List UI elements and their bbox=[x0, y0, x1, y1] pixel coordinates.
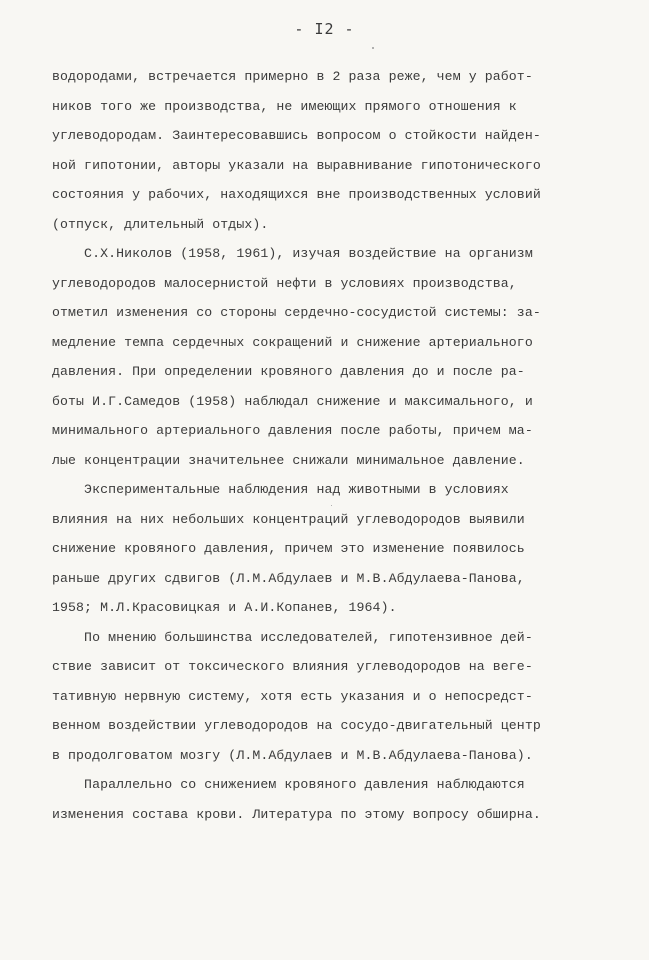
text-line: раньше других сдвигов (Л.М.Абдулаев и М.В.Абдулаева-Панова, bbox=[52, 570, 525, 586]
text-line: тативную нервную систему, хотя есть указания и о непосредст- bbox=[52, 688, 533, 704]
paragraph-4 bbox=[52, 623, 600, 771]
scan-speck bbox=[331, 505, 332, 506]
text-line: боты И.Г.Самедов (1958) наблюдал снижение и максимального, и bbox=[52, 393, 533, 409]
text-line: углеводородам. Заинтересовавшись вопросом о стойкости найден- bbox=[52, 128, 541, 143]
text-line: венном воздействии углеводородов на сосудо-двигательный центр bbox=[52, 718, 541, 733]
text-line: отметил изменения со стороны сердечно-сосудистой системы: за- bbox=[52, 305, 541, 320]
text-line: 1958; М.Л.Красовицкая и А.И.Копанев, 1964). bbox=[52, 600, 397, 615]
text-line: снижение кровяного давления, причем это изменение появилось bbox=[52, 541, 525, 556]
text-line: ной гипотонии, авторы указали на выравнивание гипотонического bbox=[52, 157, 541, 173]
text-line: ников того же производства, не имеющих прямого отношения к bbox=[52, 98, 517, 114]
text-line: изменения состава крови. Литература по этому вопросу обширна. bbox=[52, 806, 541, 822]
text-line: С.Х.Николов (1958, 1961), изучая воздействие на организм bbox=[52, 246, 533, 261]
paragraph-1 bbox=[52, 62, 600, 239]
text-body bbox=[52, 62, 600, 829]
text-line: состояния у рабочих, находящихся вне производственных условий bbox=[52, 187, 541, 202]
paragraph-2 bbox=[52, 239, 600, 475]
text-line: Экспериментальные наблюдения над животными в условиях bbox=[52, 482, 509, 497]
text-line: в продолговатом мозгу (Л.М.Абдулаев и М.В.Абдулаева-Панова). bbox=[52, 747, 533, 763]
page-number: - I2 - bbox=[294, 20, 355, 38]
text-line: минимального артериального давления после работы, причем ма- bbox=[52, 423, 533, 438]
text-line: ствие зависит от токсического влияния углеводородов на веге- bbox=[52, 659, 533, 674]
text-line: водородами, встречается примерно в 2 раза реже, чем у работ- bbox=[52, 69, 533, 84]
paragraph-5 bbox=[52, 770, 600, 829]
text-line: Параллельно со снижением кровяного давления наблюдаются bbox=[52, 777, 525, 792]
text-line: влияния на них небольших концентраций углеводородов выявили bbox=[52, 511, 525, 527]
text-line: углеводородов малосернистой нефти в условиях производства, bbox=[52, 275, 517, 291]
paragraph-3 bbox=[52, 475, 600, 623]
scan-speck bbox=[372, 47, 374, 49]
text-line: По мнению большинства исследователей, гипотензивное дей- bbox=[52, 629, 533, 645]
text-line: давления. При определении кровяного давления до и после ра- bbox=[52, 364, 525, 379]
text-line: лые концентрации значительнее снижали минимальное давление. bbox=[52, 452, 525, 468]
text-line: медление темпа сердечных сокращений и снижение артериального bbox=[52, 334, 533, 350]
text-line: (отпуск, длительный отдых). bbox=[52, 216, 269, 232]
